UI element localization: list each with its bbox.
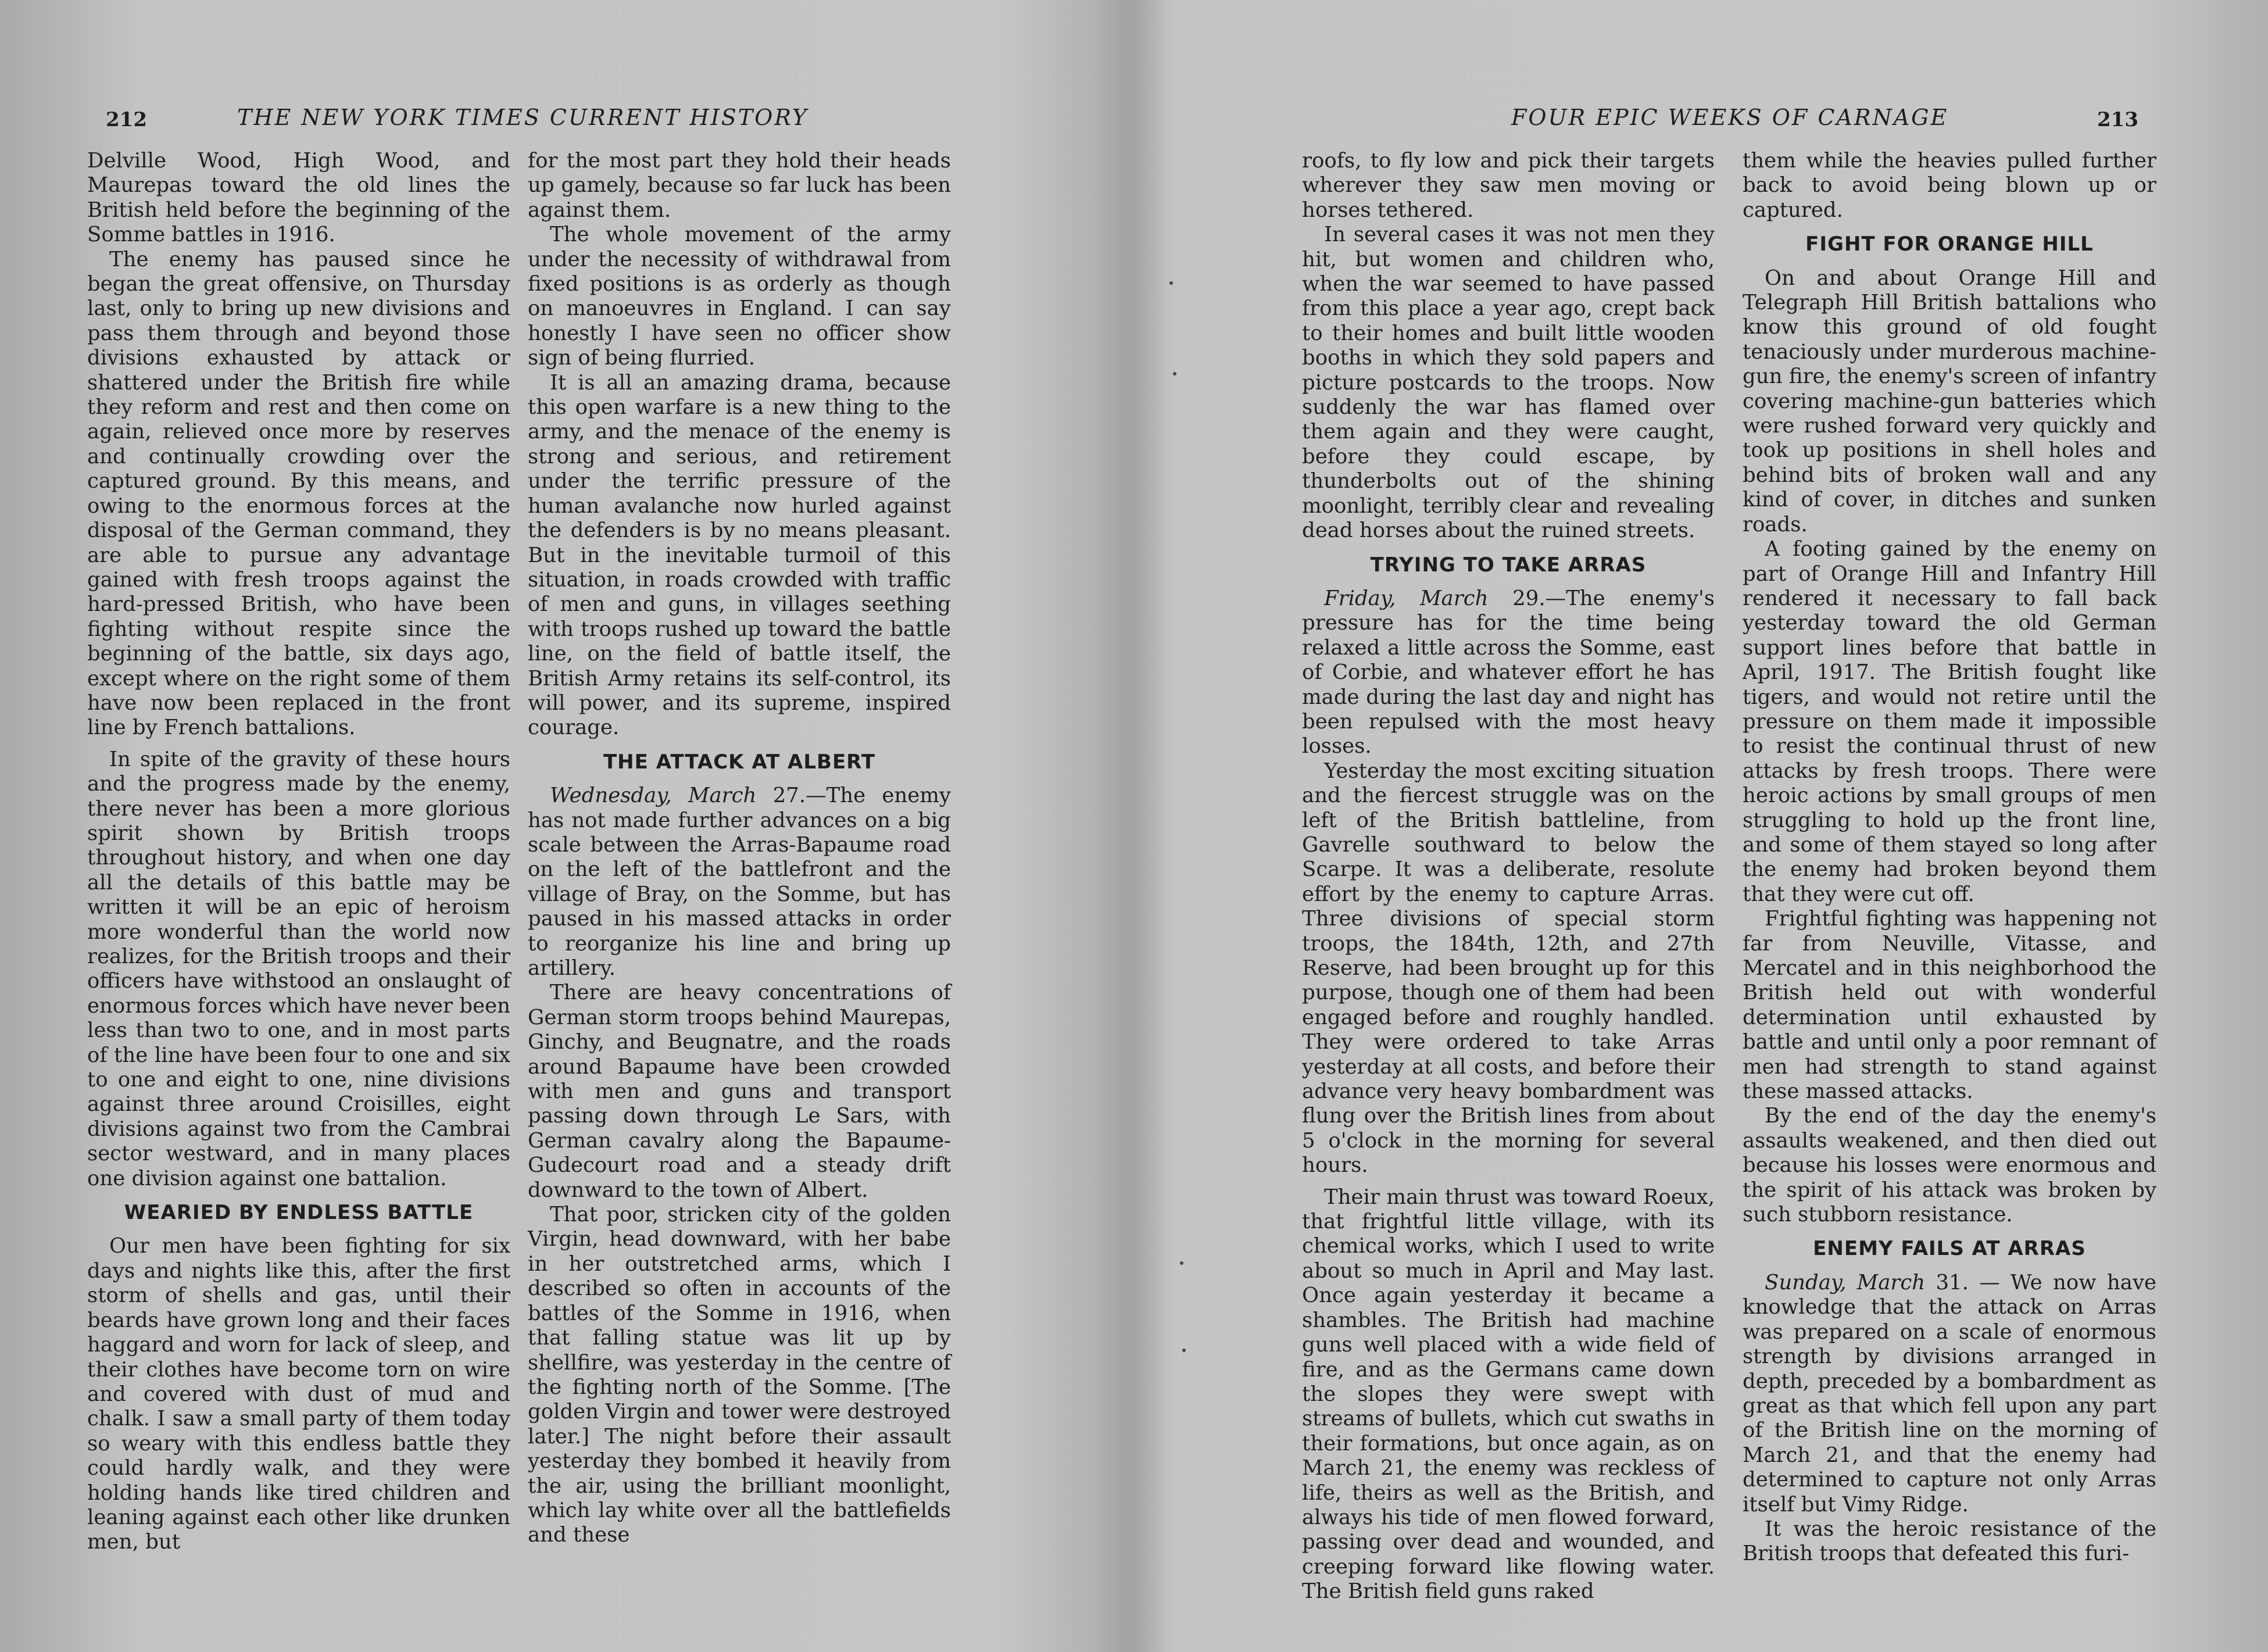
dateline: Sunday, March bbox=[1765, 1270, 1926, 1295]
paragraph: Frightful fighting was happening not far from Neuville, Vitasse, and Mercatel and in this neighborhood the British held out with wonderful determination until exhausted by battle and until only a poor remnant of men had strength to stand against these massed attacks. bbox=[1743, 907, 2156, 1104]
paragraph: Yesterday the most exciting situation and the fiercest struggle was on the left of the British battleline, from Gavrelle southward to below the Scarpe. It was a deliberate, resolute effort by the enemy to capture Arras. Three divisions of special storm troops, the 184th, 12th, and 27th Reserve, had been brought up for this purpose, though one of them had been engaged before and roughly handled. They were ordered to take Arras yesterday at all costs, and before their advance very heavy bombardment was flung over the British lines from about 5 o'clock in the morning for several hours. bbox=[1302, 759, 1715, 1178]
paragraph: There are heavy concentrations of German storm troops behind Maurepas, Ginchy, and Beugnatre, and the roads around Bapaume have been crowded with men and guns and transport passing down through Le Sars, with German cavalry along the Bapaume-Gudecourt road and a steady drift downward to the town of Albert. bbox=[528, 981, 951, 1202]
column-left-1 bbox=[87, 149, 510, 1555]
page-number: 212 bbox=[106, 108, 147, 131]
paragraph: them while the heavies pulled further back to avoid being blown up or captured. bbox=[1743, 149, 2156, 222]
dateline: Friday, March bbox=[1324, 586, 1489, 610]
dateline: Wednesday, March bbox=[550, 784, 757, 808]
paragraph: A footing gained by the enemy on part of Orange Hill and Infantry Hill rendered it necessary to fall back yesterday toward the old German support lines before that battle in April, 1917. The British fought like tigers, and would not retire until the pressure on them made it impossible to resist the continual thrust of new attacks by fresh troops. There were heroic actions by small groups of men struggling to hold up the front line, and some of them stayed so long after the enemy had broken beyond them that they were cut off. bbox=[1743, 537, 2156, 906]
column-right-2 bbox=[1743, 149, 2156, 1567]
paragraph: The whole movement of the army under the necessity of withdrawal from fixed positions is as orderly as though on manoeuvres in England. I can say honestly I have seen no officer show sign of being flurried. bbox=[528, 223, 951, 370]
paragraph: That poor, stricken city of the golden Virgin, head downward, with her babe in her outstretched arms, which I described so often in accounts of the battles of the Somme in 1916, when that falling statue was lit up by shellfire, was yesterday in the centre of the fighting north of the Somme. [The golden Virgin and tower were destroyed later.] The night before their assault yesterday they bombed it heavily from the air, using the brilliant moonlight, which lay white over all the battlefields and these bbox=[528, 1203, 951, 1547]
paragraph: In spite of the gravity of these hours and the progress made by the enemy, there never has been a more glorious spirit shown by British troops throughout history, and when one day all the details of this battle may be written it will be an epic of heroism more wonderful than the world now realizes, for the British troops and their officers have withstood an onslaught of enormous forces which have never been less than two to one, and in most parts of the line have been four to one and six to one and eight to one, nine divisions against three around Croisilles, eight divisions against two from the Cambrai sector westward, and in many places one division against one battalion. bbox=[87, 747, 510, 1190]
paragraph: Delville Wood, High Wood, and Maurepas toward the old lines the British held before the beginning of the Somme battles in 1916. bbox=[87, 149, 510, 247]
paragraph: roofs, to fly low and pick their targets wherever they saw men moving or horses tethered. bbox=[1302, 149, 1715, 222]
right-page bbox=[1157, 0, 2268, 1652]
paragraph: The enemy has paused since he began the great offensive, on Thursday last, only to bring up new divisions and pass them through and beyond those divisions exhausted by attack or shattered under the British fire while they reform and rest and then come on again, relieved once more by reserves and continually crowding over the captured ground. By this means, and owing to the enormous forces at the disposal of the German command, they are able to pursue any advantage gained with fresh troops against the hard-pressed British, who have been fighting without respite since the beginning of the battle, six days ago, except where on the right some of them have now been replaced in the front line by French battalions. bbox=[87, 247, 510, 740]
section-heading: FIGHT FOR ORANGE HILL bbox=[1805, 233, 2094, 256]
paragraph: for the most part they hold their heads up gamely, because so far luck has been against them. bbox=[528, 149, 951, 222]
section-heading: THE ATTACK AT ALBERT bbox=[603, 750, 876, 774]
running-title: THE NEW YORK TIMES CURRENT HISTORY bbox=[237, 105, 809, 130]
paragraph: Their main thrust was toward Roeux, that frightful little village, with its chemical works, which I used to write about so much in April and May last. Once again yesterday it became a shambles. The British had machine guns well placed with a wide field of fire, and as the Germans came down the slopes they were swept with streams of bullets, which cut swaths in their formations, but once again, as on March 21, the enemy was reckless of life, theirs as well as the British, and always his tide of men flowed forward, passing over dead and wounded, and creeping forward like flowing water. The British field guns raked bbox=[1302, 1185, 1715, 1604]
paragraph: On and about Orange Hill and Telegraph Hill British battalions who know this ground of old fought tenaciously under murderous machine-gun fire, the enemy's screen of infantry covering machine-gun batteries which were rushed forward very quickly and took up positions in shell holes and behind bits of broken wall and any kind of cover, in ditches and sunken roads. bbox=[1743, 266, 2156, 537]
section-heading: TRYING TO TAKE ARRAS bbox=[1370, 553, 1647, 577]
paragraph: By the end of the day the enemy's assaults weakened, and then died out because his losses were enormous and the spirit of his attack was broken by such stubborn resistance. bbox=[1743, 1104, 2156, 1227]
column-left-2 bbox=[528, 149, 951, 1548]
paragraph: It is all an amazing drama, because this open warfare is a new thing to the army, and the menace of the enemy is strong and serious, and retirement under the terrific pressure of the human avalanche now hurled against the defenders is by no means pleasant. But in the inevitable turmoil of this situation, in roads crowded with traffic of men and guns, in villages seething with troops rushed up toward the battle line, on the field of battle itself, the British Army retains its self-control, its will power, and its supreme, inspired courage. bbox=[528, 370, 951, 740]
paragraph: Sunday, March 31. — We now have knowledge that the attack on Arras was prepared on a scale of enormous strength by divisions arranged in depth, preceded by a bombardment as great as that which fell upon any part of the British line on the morning of March 21, and that the enemy had determined to capture not only Arras itself but Vimy Ridge. bbox=[1743, 1270, 2157, 1517]
paragraph: Wednesday, March 27.—The enemy has not made further advances on a big scale between the Arras-Bapaume road on the left of the battlefront and the village of Bray, on the Somme, but has paused in his massed attacks in order to reorganize his line and bring up artillery. bbox=[528, 784, 951, 980]
section-heading: WEARIED BY ENDLESS BATTLE bbox=[124, 1201, 474, 1225]
column-right-1 bbox=[1302, 149, 1715, 1604]
page-number: 213 bbox=[2097, 108, 2138, 131]
paragraph: Our men have been fighting for six days and nights like this, after the first storm of shells and gas, until their beards have grown long and their faces haggard and worn for lack of sleep, and their clothes have become torn on wire and covered with dust of mud and chalk. I saw a small party of them today so weary with this endless battle they could hardly walk, and they were holding hands like tired children and leaning against each other like drunken men, but bbox=[87, 1234, 510, 1554]
left-page bbox=[0, 0, 1104, 1652]
paragraph: It was the heroic resistance of the British troops that defeated this furi- bbox=[1743, 1517, 2156, 1566]
section-heading: ENEMY FAILS AT ARRAS bbox=[1813, 1237, 2086, 1261]
running-title: FOUR EPIC WEEKS OF CARNAGE bbox=[1511, 105, 1949, 130]
paragraph: Friday, March 29.—The enemy's pressure has for the time being relaxed a little across the Somme, east of Corbie, and whatever effort he has made during the last day and night has been repulsed with the most heavy losses. bbox=[1302, 586, 1715, 759]
paragraph: In several cases it was not men they hit, but women and children who, when the war seemed to have passed from this place a year ago, crept back to their homes and built little wooden booths in which they sold papers and picture postcards to the troops. Now suddenly the war has flamed over them again and they were caught, before they could escape, by thunderbolts out of the shining moonlight, terribly clear and revealing dead horses about the ruined streets. bbox=[1302, 223, 1715, 543]
